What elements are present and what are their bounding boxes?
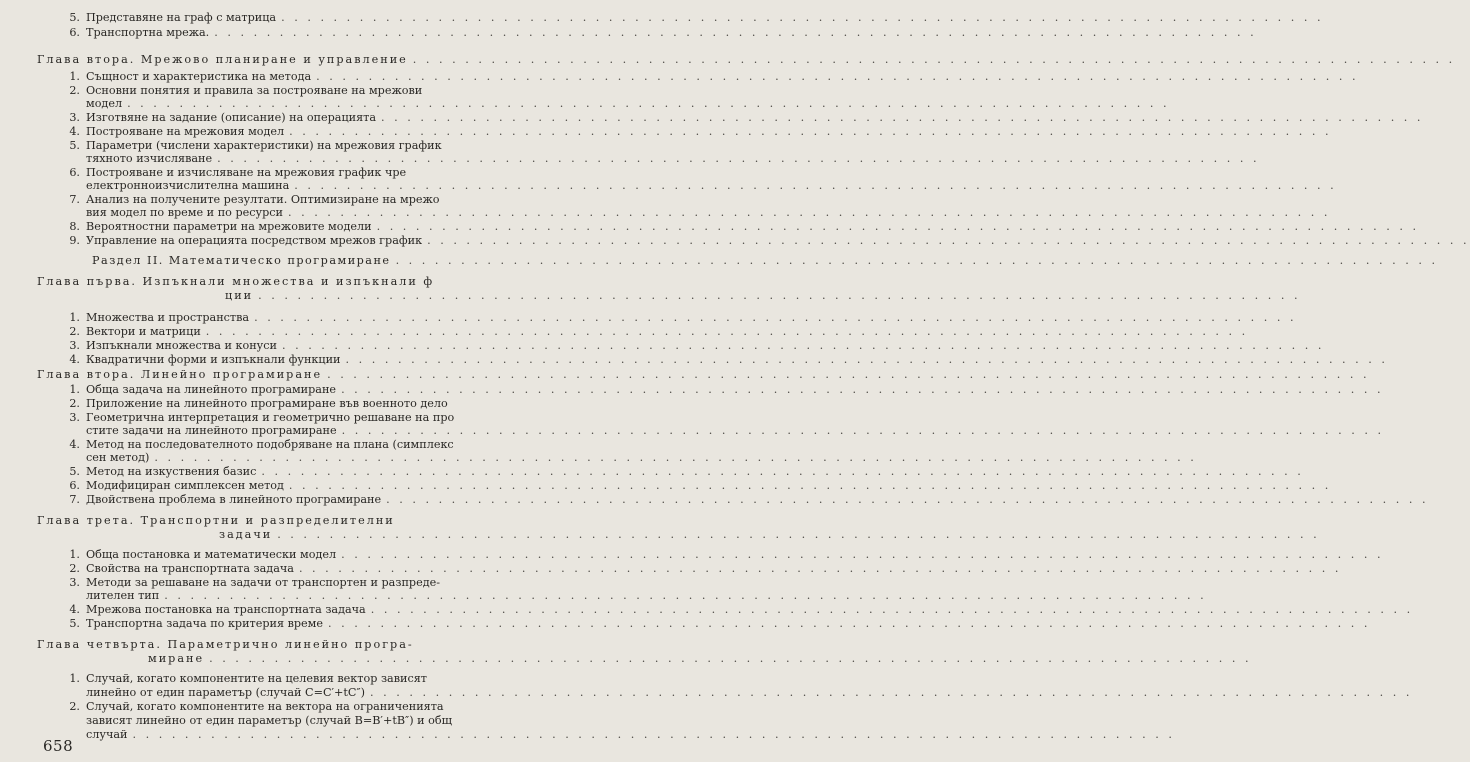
entry-text: Случай, когато компонентите на целевия вектор зависят xyxy=(86,672,427,685)
toc-entry xyxy=(0,686,1413,700)
entry-text: Анализ на получените резултати. Оптимизиране на мрежо xyxy=(86,193,440,206)
dot-leader: . . . . . . . . . . . . . . . . . . . . . . . . . . . . . . . . . . . . . . . . . . . . . . . . . . . . . . . . . . . . . . . . . . . . . . . . . . . . . . . . xyxy=(205,325,1249,338)
toc-entry xyxy=(0,325,1249,339)
toc-entry xyxy=(0,562,1342,576)
entry-number: 4. xyxy=(69,125,80,138)
toc-entry xyxy=(0,111,1424,125)
entry-text: Построяване и изчисляване на мрежовия график чре xyxy=(86,166,407,179)
entry-text: Квадратични форми и изпъкнали функции xyxy=(86,353,341,366)
dot-leader: . . . . . . . . . . . . . . . . . . . . . . . . . . . . . . . . . . . . . . . . . . . . . . . . . . . . . . . . . . . . . . . . . . . . . . . . . . . . . . . . xyxy=(395,254,1438,267)
entry-text: Транспортна задача по критерия време xyxy=(86,617,323,630)
dot-leader: . . . . . . . . . . . . . . . . . . . . . . . . . . . . . . . . . . . . . . . . . . . . . . . . . . . . . . . . . . . . . . . . . . . . . . . . . . . . . . . . xyxy=(258,289,1301,302)
toc-entry xyxy=(0,139,503,153)
entry-text: Глава втора. Линейно програмиране xyxy=(37,368,323,381)
entry-text: Обща постановка и математически модел xyxy=(86,548,337,561)
entry-text: модел xyxy=(86,97,123,110)
entry-text: Построяване на мрежовия модел xyxy=(86,125,285,138)
toc-entry xyxy=(0,193,503,207)
entry-text: случай xyxy=(86,728,128,741)
section-heading xyxy=(0,254,1438,268)
dot-leader: . . . . . . . . . . . . . . . . . . . . . . . . . . . . . . . . . . . . . . . . . . . . . . . . . . . . . . . . . . . . . . . . . . . . . . . . . . . . . . . . xyxy=(412,53,1456,66)
entry-text: тяхното изчисляване xyxy=(86,152,213,165)
entry-number: 4. xyxy=(69,603,80,616)
entry-text: стите задачи на линейното програмиране xyxy=(86,424,337,437)
dot-leader: . . . . . . . . . . . . . . . . . . . . . . . . . . . . . . . . . . . . . . . . . . . . . . . . . . . . . . . . . . . . . . . . . . . . . . . . . . . . . . . . xyxy=(376,220,1420,233)
chapter-heading xyxy=(0,289,1301,303)
entry-text: Двойствена проблема в линейното програмиране xyxy=(86,493,382,506)
entry-number: 2. xyxy=(69,325,80,338)
toc-entry xyxy=(0,451,1197,465)
chapter-heading xyxy=(0,638,503,652)
entry-number: 5. xyxy=(69,617,80,630)
entry-text: Метод на изкуствения базис xyxy=(86,465,257,478)
entry-text: зависят линейно от един параметър (случай B=B′+tB″) и общ xyxy=(86,714,453,727)
dot-leader: . . . . . . . . . . . . . . . . . . . . . . . . . . . . . . . . . . . . . . . . . . . . . . . . . . . . . . . . . . . . . . . . . . . . . . . . . . . . . . . . xyxy=(261,465,1304,478)
toc-entry xyxy=(0,152,1260,166)
entry-number: 1. xyxy=(69,672,80,685)
toc-entry xyxy=(0,179,1337,193)
entry-text: Вероятностни параметри на мрежовите модели xyxy=(86,220,372,233)
toc-entry xyxy=(0,339,1325,353)
toc-entry xyxy=(0,479,1332,493)
entry-number: 2. xyxy=(69,397,80,410)
entry-text: Глава втора. Мрежово планиране и управление xyxy=(37,53,408,66)
toc-entry xyxy=(0,714,503,728)
toc-entry xyxy=(0,493,1429,507)
toc-entry xyxy=(0,125,1332,139)
chapter-heading xyxy=(0,275,503,289)
toc-entry xyxy=(0,11,1324,25)
dot-leader: . . . . . . . . . . . . . . . . . . . . . . . . . . . . . . . . . . . . . . . . . . . . . . . . . . . . . . . . . . . . . . . . . . . . . . . . . . . . . . . . xyxy=(209,652,1252,665)
entry-text: Управление на операцията посредством мрежов график xyxy=(86,234,423,247)
entry-text: Мрежова постановка на транспортната задача xyxy=(86,603,366,616)
entry-text: Свойства на транспортната задача xyxy=(86,562,294,575)
entry-text: Основни понятия и правила за построяване на мрежови xyxy=(86,84,423,97)
dot-leader: . . . . . . . . . . . . . . . . . . . . . . . . . . . . . . . . . . . . . . . . . . . . . . . . . . . . . . . . . . . . . . . . . . . . . . . . . . . . . . . . xyxy=(164,589,1207,602)
entry-number: 6. xyxy=(69,166,80,179)
entry-text: Параметри (числени характеристики) на мрежовия график xyxy=(86,139,442,152)
dot-leader: . . . . . . . . . . . . . . . . . . . . . . . . . . . . . . . . . . . . . . . . . . . . . . . . . . . . . . . . . . . . . . . . . . . . . . . . . . . . . . . . xyxy=(281,11,1324,24)
entry-number: 2. xyxy=(69,562,80,575)
dot-leader: . . . . . . . . . . . . . . . . . . . . . . . . . . . . . . . . . . . . . . . . . . . . . . . . . . . . . . . . . . . . . . . . . . . . . . . . . . . . . . . . xyxy=(154,451,1197,464)
entry-text: Методи за решаване на задачи от транспортен и разпреде- xyxy=(86,576,440,589)
entry-text: Обща задача на линейното програмиране xyxy=(86,383,337,396)
toc-entry xyxy=(0,700,503,714)
toc-entry xyxy=(0,465,1304,479)
entry-text: Метод на последователното подобряване на плана (симплекс xyxy=(86,438,454,451)
toc-entry xyxy=(0,576,503,590)
entry-text: миране xyxy=(148,652,205,665)
dot-leader: . . . . . . . . . . . . . . . . . . . . . . . . . . . . . . . . . . . . . . . . . . . . . . . . . . . . . . . . . . . . . . . . . . . . . . . . . . . . . . . . xyxy=(345,353,1388,366)
entry-number: 3. xyxy=(69,411,80,424)
entry-text: задачи xyxy=(219,528,273,541)
chapter-heading xyxy=(0,53,1456,67)
dot-leader: . . . . . . . . . . . . . . . . . . . . . . . . . . . . . . . . . . . . . . . . . . . . . . . . . . . . . . . . . . . . . . . . . . . . . . . . . . . . . . . . xyxy=(289,125,1332,138)
toc-entry xyxy=(0,97,1170,111)
dot-leader: . . . . . . . . . . . . . . . . . . . . . . . . . . . . . . . . . . . . . . . . . . . . . . . . . . . . . . . . . . . . . . . . . . . . . . . . . . . . . . . . xyxy=(254,311,1297,324)
entry-number: 6. xyxy=(69,26,80,39)
entry-text: Глава трета. Транспортни и разпределителни xyxy=(37,514,395,527)
entry-number: 2. xyxy=(69,84,80,97)
entry-number: 3. xyxy=(69,339,80,352)
dot-leader: . . . . . . . . . . . . . . . . . . . . . . . . . . . . . . . . . . . . . . . . . . . . . . . . . . . . . . . . . . . . . . . . . . . . . . . . . . . . . . . . xyxy=(294,179,1337,192)
entry-text: сен метод) xyxy=(86,451,150,464)
dot-leader: . . . . . . . . . . . . . . . . . . . . . . . . . . . . . . . . . . . . . . . . . . . . . . . . . . . . . . . . . . . . . . . . . . . . . . . . . . . . . . . . xyxy=(127,97,1170,110)
dot-leader: . . . . . . . . . . . . . . . . . . . . . . . . . . . . . . . . . . . . . . . . . . . . . . . . . . . . . . . . . . . . . . . . . . . . . . . . . . . . . . . . xyxy=(298,562,1342,575)
dot-leader: . . . . . . . . . . . . . . . . . . . . . . . . . . . . . . . . . . . . . . . . . . . . . . . . . . . . . . . . . . . . . . . . . . . . . . . . . . . . . . . . xyxy=(341,383,1384,396)
toc-entry xyxy=(0,84,503,98)
dot-leader: . . . . . . . . . . . . . . . . . . . . . . . . . . . . . . . . . . . . . . . . . . . . . . . . . . . . . . . . . . . . . . . . . . . . . . . . . . . . . . . . xyxy=(427,234,1470,247)
dot-leader: . . . . . . . . . . . . . . . . . . . . . . . . . . . . . . . . . . . . . . . . . . . . . . . . . . . . . . . . . . . . . . . . . . . . . . . . . . . . . . . . xyxy=(277,528,1320,541)
toc-entry xyxy=(0,311,1297,325)
dot-leader: . . . . . . . . . . . . . . . . . . . . . . . . . . . . . . . . . . . . . . . . . . . . . . . . . . . . . . . . . . . . . . . . . . . . . . . . . . . . . . . . xyxy=(281,339,1325,352)
toc-entry xyxy=(0,206,1331,220)
dot-leader: . . . . . . . . . . . . . . . . . . . . . . . . . . . . . . . . . . . . . . . . . . . . . . . . . . . . . . . . . . . . . . . . . . . . . . . . . . . . . . . . xyxy=(381,111,1424,124)
entry-number: 4. xyxy=(69,353,80,366)
toc-entry xyxy=(0,424,1385,438)
entry-text: Същност и характеристика на метода xyxy=(86,70,312,83)
entry-number: 5. xyxy=(69,465,80,478)
dot-leader: . . . . . . . . . . . . . . . . . . . . . . . . . . . . . . . . . . . . . . . . . . . . . . . . . . . . . . . . . . . . . . . . . . . . . . . . . . . . . . . . xyxy=(386,493,1429,506)
entry-text: електронноизчислителна машина xyxy=(86,179,290,192)
entry-number: 3. xyxy=(69,576,80,589)
entry-number: 5. xyxy=(69,11,80,24)
toc-entry xyxy=(0,70,1359,84)
toc-entry xyxy=(0,220,1420,234)
entry-text: Глава четвърта. Параметрично линейно програ- xyxy=(37,638,414,651)
dot-leader: . . . . . . . . . . . . . . . . . . . . . . . . . . . . . . . . . . . . . . . . . . . . . . . . . . . . . . . . . . . . . . . . . . . . . . . . . . . . . . . . xyxy=(328,617,1371,630)
dot-leader: . . . . . . . . . . . . . . . . . . . . . . . . . . . . . . . . . . . . . . . . . . . . . . . . . . . . . . . . . . . . . . . . . . . . . . . . . . . . . . . . xyxy=(132,728,1175,741)
dot-leader: . . . . . . . . . . . . . . . . . . . . . . . . . . . . . . . . . . . . . . . . . . . . . . . . . . . . . . . . . . . . . . . . . . . . . . . . . . . . . . . . xyxy=(341,548,1384,561)
entry-text: Представяне на граф с матрица xyxy=(86,11,277,24)
entry-text: Модифициран симплексен метод xyxy=(86,479,284,492)
entry-text: Раздел II. Математическо програмиране xyxy=(92,254,391,267)
toc-entry xyxy=(0,548,1384,562)
entry-number: 1. xyxy=(69,70,80,83)
entry-text: Вектори и матрици xyxy=(86,325,201,338)
toc-entry xyxy=(0,672,503,686)
entry-text: Изпъкнали множества и конуси xyxy=(86,339,277,352)
entry-text: Случай, когато компонентите на вектора на ограниченията xyxy=(86,700,444,713)
toc-entry xyxy=(0,411,503,425)
entry-text: лителен тип xyxy=(86,589,160,602)
entry-text: ции xyxy=(225,289,254,302)
entry-number: 1. xyxy=(69,548,80,561)
dot-leader: . . . . . . . . . . . . . . . . . . . . . . . . . . . . . . . . . . . . . . . . . . . . . . . . . . . . . . . . . . . . . . . . . . . . . . . . . . . . . . . . xyxy=(316,70,1359,83)
entry-number: 2. xyxy=(69,700,80,713)
entry-text: Множества и пространства xyxy=(86,311,250,324)
toc-entry xyxy=(0,383,1384,397)
entry-number: 8. xyxy=(69,220,80,233)
entry-text: Транспортна мрежа. xyxy=(86,26,210,39)
entry-number: 1. xyxy=(69,311,80,324)
toc-entry xyxy=(0,438,503,452)
dot-leader: . . . . . . . . . . . . . . . . . . . . . . . . . . . . . . . . . . . . . . . . . . . . . . . . . . . . . . . . . . . . . . . . . . . . . . . . . . . . . . . . xyxy=(214,26,1257,39)
toc-entry xyxy=(0,603,1414,617)
entry-text: Глава първа. Изпъкнали множества и изпъкнали ф xyxy=(37,275,435,288)
dot-leader: . . . . . . . . . . . . . . . . . . . . . . . . . . . . . . . . . . . . . . . . . . . . . . . . . . . . . . . . . . . . . . . . . . . . . . . . . . . . . . . . xyxy=(370,686,1413,699)
dot-leader: . . . . . . . . . . . . . . . . . . . . . . . . . . . . . . . . . . . . . . . . . . . . . . . . . . . . . . . . . . . . . . . . . . . . . . . . . . . . . . . . xyxy=(287,206,1331,219)
toc-entry xyxy=(0,617,1371,631)
entry-number: 5. xyxy=(69,139,80,152)
entry-number: 7. xyxy=(69,493,80,506)
entry-number: 1. xyxy=(69,383,80,396)
entry-text: Изготвяне на задание (описание) на операцията xyxy=(86,111,377,124)
entry-number: 6. xyxy=(69,479,80,492)
toc-entry xyxy=(0,397,503,411)
entry-text: линейно от един параметър (случай C=C′+tC″) xyxy=(86,686,366,699)
toc-entry xyxy=(0,234,1470,248)
toc-entry xyxy=(0,26,1257,40)
entry-number: 4. xyxy=(69,438,80,451)
toc-entry xyxy=(0,728,1175,742)
entry-number: 3. xyxy=(69,111,80,124)
chapter-heading xyxy=(0,528,1320,542)
entry-text: Геометрична интерпретация и геометрично решаване на про xyxy=(86,411,455,424)
dot-leader: . . . . . . . . . . . . . . . . . . . . . . . . . . . . . . . . . . . . . . . . . . . . . . . . . . . . . . . . . . . . . . . . . . . . . . . . . . . . . . . . xyxy=(327,368,1370,381)
dot-leader: . . . . . . . . . . . . . . . . . . . . . . . . . . . . . . . . . . . . . . . . . . . . . . . . . . . . . . . . . . . . . . . . . . . . . . . . . . . . . . . . xyxy=(217,152,1260,165)
dot-leader: . . . . . . . . . . . . . . . . . . . . . . . . . . . . . . . . . . . . . . . . . . . . . . . . . . . . . . . . . . . . . . . . . . . . . . . . . . . . . . . . xyxy=(341,424,1385,437)
page-number: 658 xyxy=(43,737,74,755)
toc-entry xyxy=(0,589,1207,603)
chapter-heading xyxy=(0,514,503,528)
chapter-heading xyxy=(0,368,1370,382)
entry-text: вия модел по време и по ресурси xyxy=(86,206,283,219)
dot-leader: . . . . . . . . . . . . . . . . . . . . . . . . . . . . . . . . . . . . . . . . . . . . . . . . . . . . . . . . . . . . . . . . . . . . . . . . . . . . . . . . xyxy=(370,603,1414,616)
entry-text: Приложение на линейното програмиране във военното дело xyxy=(86,397,448,410)
entry-number: 7. xyxy=(69,193,80,206)
entry-number: 9. xyxy=(69,234,80,247)
toc-entry xyxy=(0,166,503,180)
dot-leader: . . . . . . . . . . . . . . . . . . . . . . . . . . . . . . . . . . . . . . . . . . . . . . . . . . . . . . . . . . . . . . . . . . . . . . . . . . . . . . . . xyxy=(288,479,1332,492)
chapter-heading xyxy=(0,652,1252,666)
toc-entry xyxy=(0,353,1388,367)
